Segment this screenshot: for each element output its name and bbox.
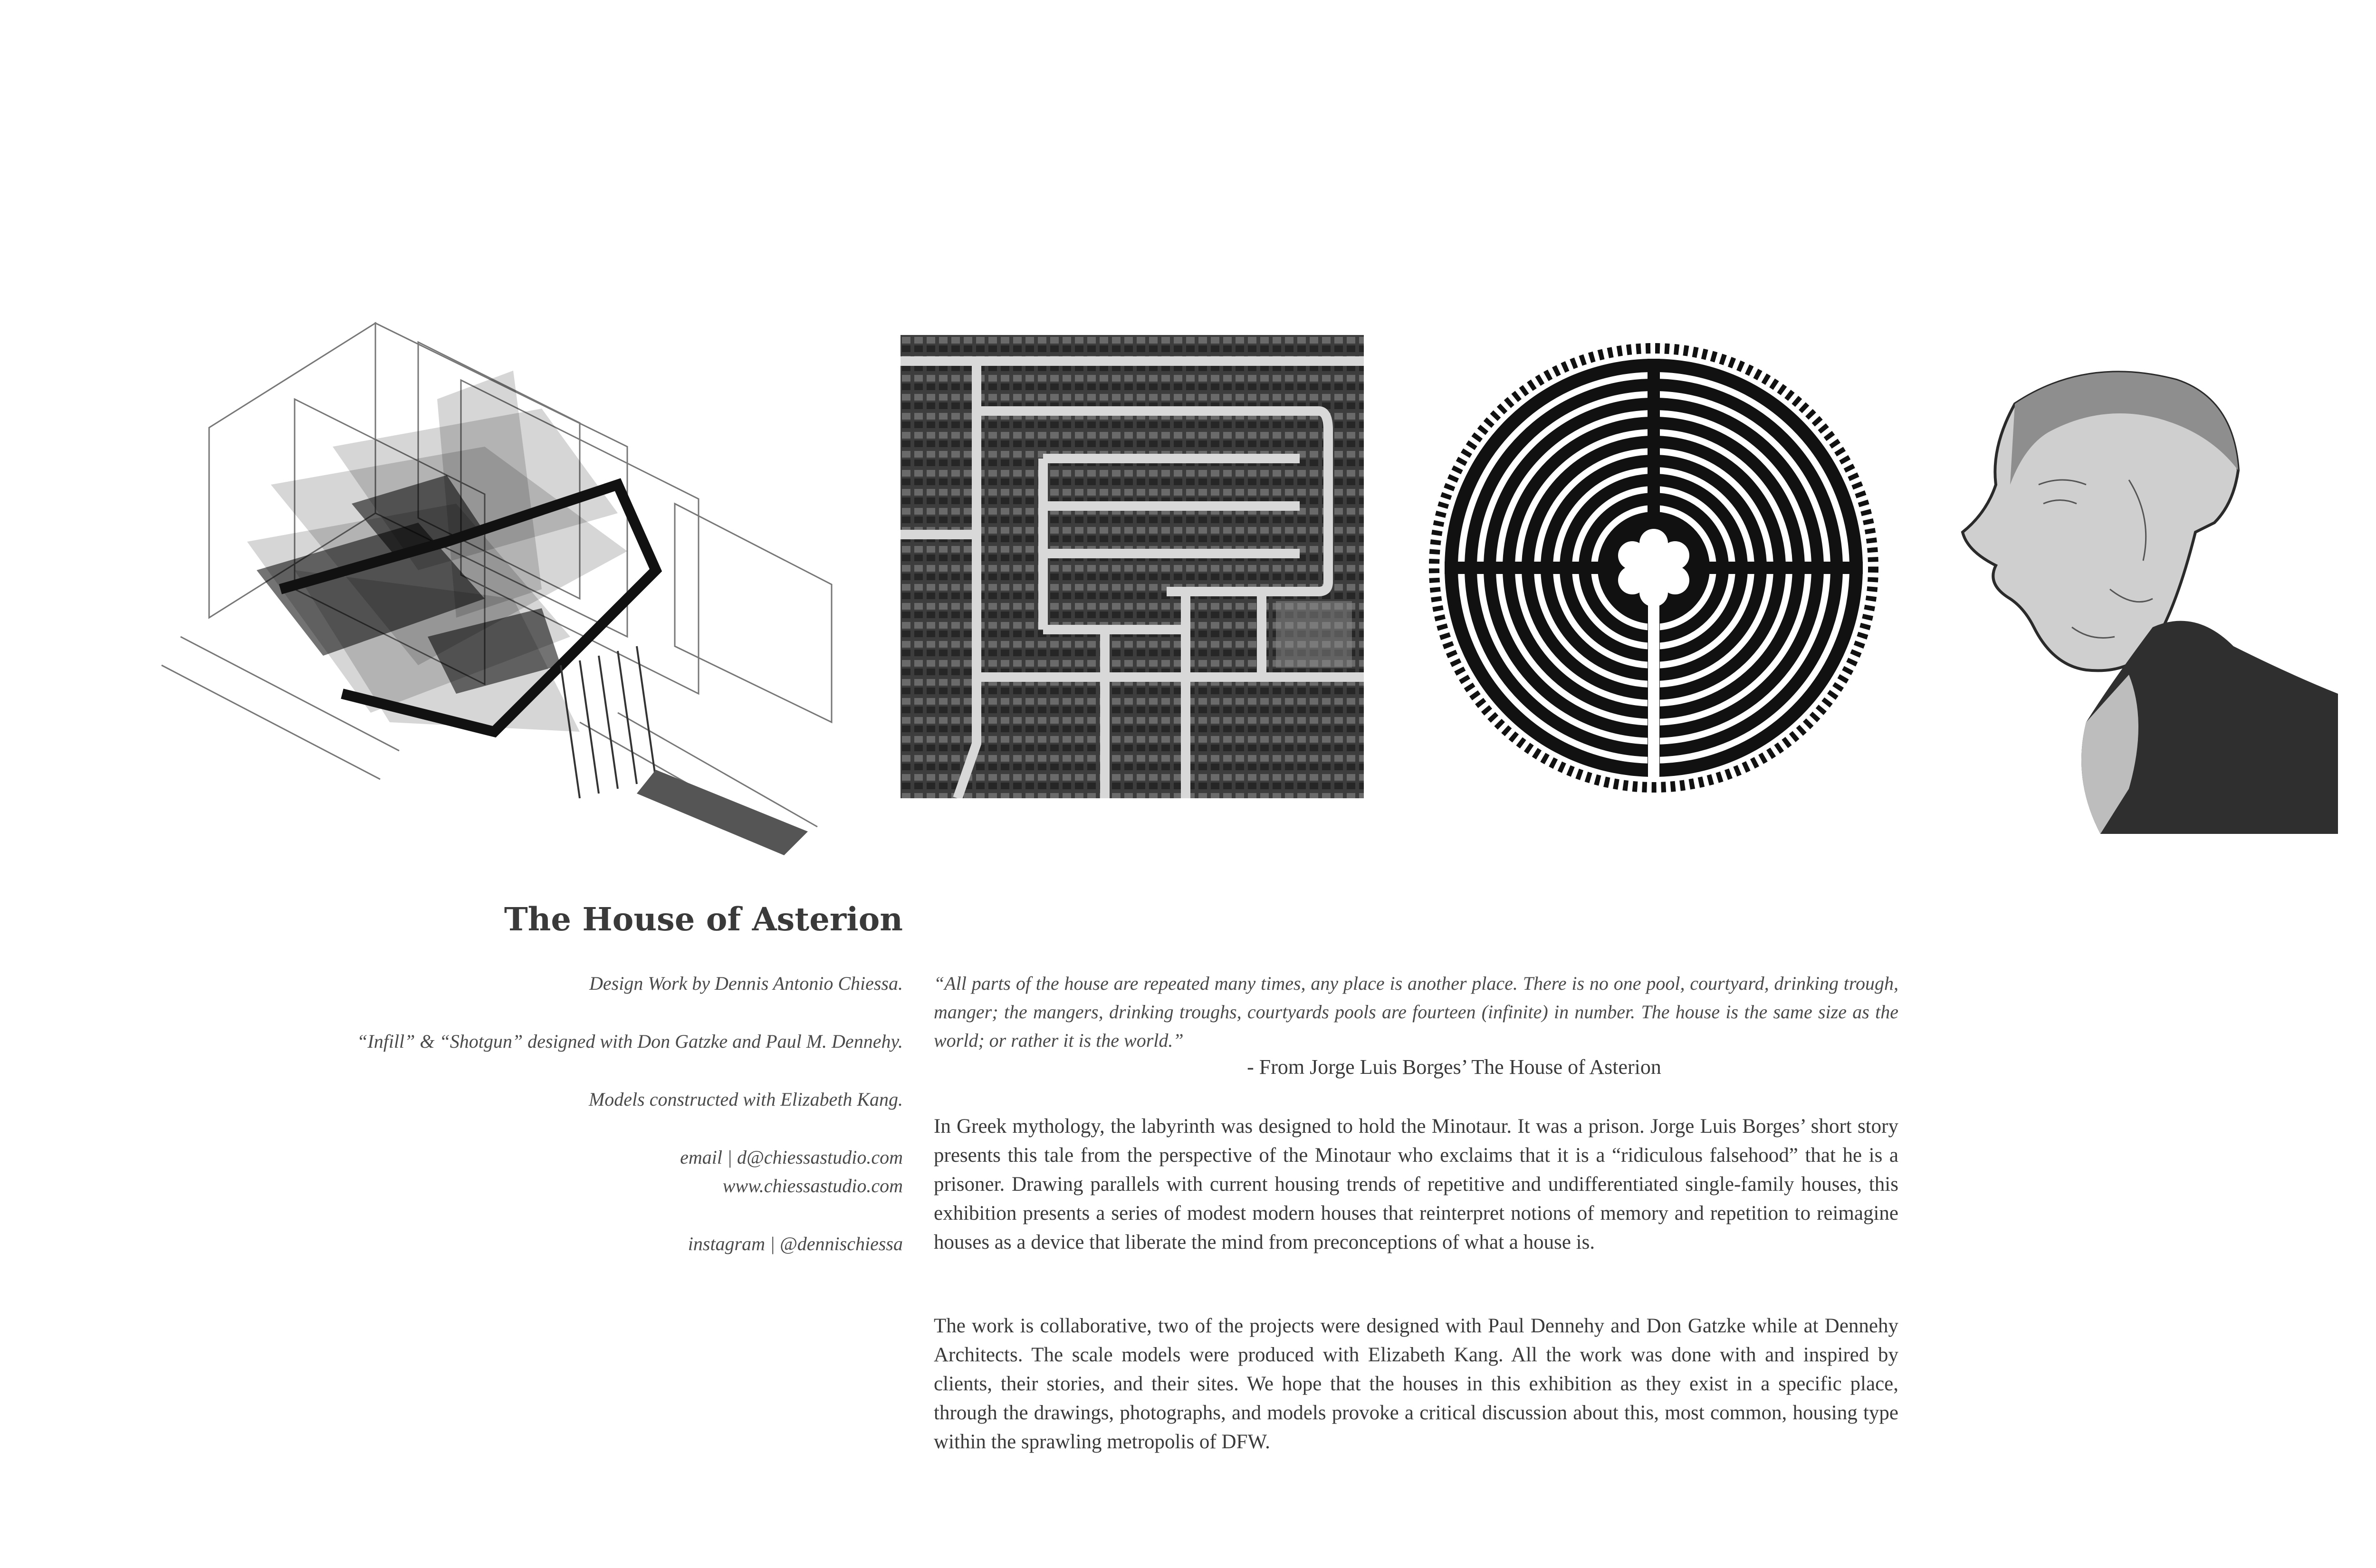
collaborator-credit: “Infill” & “Shotgun” designed with Don Gatzke and Paul M. Dennehy.	[357, 1031, 903, 1052]
collaboration-paragraph: The work is collaborative, two of the projects were designed with Paul Dennehy and Don Gatzke while at Dennehy Architects. The scale models were produced with Elizabeth Kang. All the work was done with and inspired by clients, their stories, and their sites. We hope that the houses in this exhibition as they exist in a specific place, through the drawings, photographs, and models provoke a critical discussion about this, most common, housing type within the sprawling metropolis of DFW.	[934, 1315, 1898, 1453]
design-credit: Design Work by Dennis Antonio Chiessa.	[589, 973, 903, 994]
website-link[interactable]: www.chiessastudio.com	[722, 1175, 903, 1196]
intro-paragraph: In Greek mythology, the labyrinth was designed to hold the Minotaur. It was a prison. Jorge Luis Borges’ short story presents this tale from the perspective of the Minotaur who exclaims that it is a “ridiculous falsehood” that he is a prisoner. Drawing parallels with current housing trends of repetitive and undifferentiated single-family houses, this exhibition presents a series of modest modern houses that reinterpret notions of memory and repetition to reimagine houses as a device that liberate the mind from preconceptions of what a house is.	[934, 1115, 1898, 1253]
instagram-handle[interactable]: instagram | @dennischiessa	[688, 1233, 903, 1254]
credits-block	[238, 969, 903, 1258]
chartres-labyrinth	[1418, 340, 1889, 798]
borges-engraved-portrait	[1929, 361, 2338, 834]
models-credit: Models constructed with Elizabeth Kang.	[588, 1089, 903, 1110]
axonometric-house-drawing	[152, 304, 846, 865]
aerial-suburb-photo	[901, 335, 1364, 798]
quote-source: - From Jorge Luis Borges’ The House of Asterion	[1247, 1055, 1661, 1079]
page-title: The House of Asterion	[504, 900, 903, 938]
borges-quote: “All parts of the house are repeated many times, any place is another place. There is no one pool, courtyard, drinking trough, manger; the mangers, drinking troughs, courtyards pools are fourteen (infinite) in number. The house is the same size as the world; or rather it is the world.”	[934, 973, 1898, 1051]
email-contact[interactable]: email | d@chiessastudio.com	[680, 1147, 903, 1168]
